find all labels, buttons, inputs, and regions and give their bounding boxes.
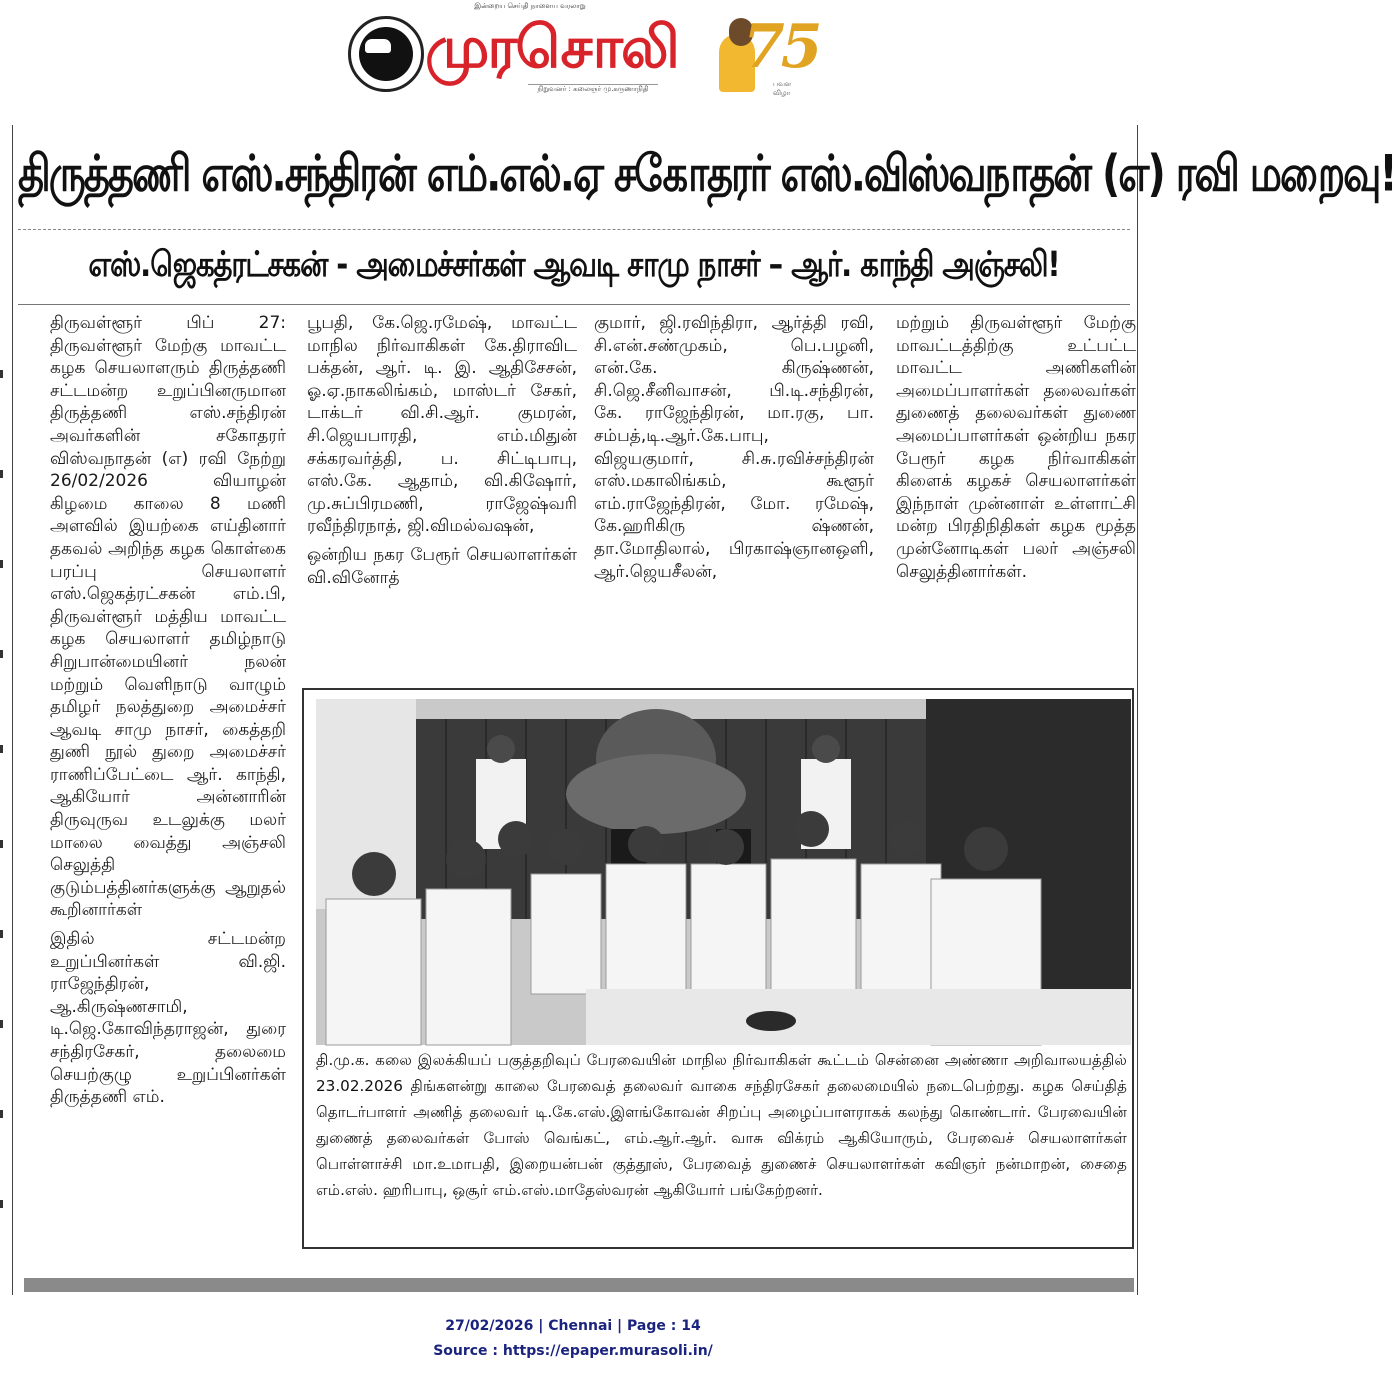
divider [18,304,1130,305]
paragraph: குமார், ஜி.ரவிந்திரா, ஆர்த்தி ரவி, சி.என்.சண்முகம், பெ.பழனி, என்.கே. கிருஷ்ணன், சி.ஜெ.சீனிவாசன், பி.டி.சந்திரன், கே. ராஜேந்திரன், மா.ரகு, பா. சம்பத்,டி.ஆர்.கே.பாபு, விஜயகுமார், சி.சு.ரவிச்சந்திரன் எஸ்.மகாலிங்கம், கூளூர் எம்.ராஜேந்திரன், மோ. ரமேஷ், கே.ஹரிகிரு ஷ்ணன், தா.மோதிலால், பிரகாஷ்ஞானஒளி, ஆர்.ஜெயசீலன், [594,313,874,582]
footer-source-link[interactable]: Source : https://epaper.murasoli.in/ [433,1343,713,1359]
article-column-4 [896,312,1136,583]
paragraph: மற்றும் திருவள்ளூர் மேற்கு மாவட்டத்திற்கு உட்பட்ட மாவட்ட அணிகளின் அமைப்பாளர்கள் தலைவர்கள் துணைத் தலைவர்கள் துணை அமைப்பாளர்கள் ஒன்றிய நகர பேரூர் கழக நிர்வாகிகள் கிளைக் கழகச் செயலாளர்கள் இந்நாள் முன்னாள் உள்ளாட்சி மன்ற பிரதிநிதிகள் கழக மூத்த முன்னோடிகள் பலர் அஞ்சலி செலுத்தினார்கள். [896,313,1136,582]
anniversary-number: 75 [743,12,819,82]
masthead-subtitle: நிறுவனர் : கலைஞர் மு.கருணாநிதி [528,84,658,94]
footer-date-page: 27/02/2026 | Chennai | Page : 14 [445,1318,701,1334]
article-headline: திருத்தணி எஸ்.சந்திரன் எம்.எல்.ஏ சகோதரர் எஸ்.விஸ்வநாதன் (எ) ரவி மறைவு! [18,145,1396,203]
anniversary-label: பவள விழா [773,80,792,97]
edge-mark [0,370,3,378]
edge-mark [0,1110,3,1118]
edge-mark [0,650,3,658]
article-column-3 [594,312,874,583]
party-emblem-icon [348,16,424,92]
article-column-1 [50,312,286,1109]
newspaper-logo: முரசொலி [425,13,678,81]
edge-mark [0,1020,3,1028]
group-photo [316,699,1131,1045]
edge-mark [0,840,3,848]
anniversary-badge [715,8,819,98]
paragraph: இதில் சட்டமன்ற உறுப்பினர்கள் வி.ஜி. ராஜேந்திரன், ஆ.கிருஷ்ணசாமி, டி.ஜெ.கோவிந்தராஜன், துரை சந்திரசேகர், தலைமை செயற்குழு உறுப்பினர்கள் திருத்தணி எம். [50,929,286,1108]
article-column-2 [307,312,577,589]
group-photo-image [316,699,1131,1045]
edge-mark [0,1200,3,1208]
paragraph: பூபதி, கே.ஜெ.ரமேஷ், மாவட்ட மாநில நிர்வாகிகள் கே.திராவிட பக்தன், ஆர். டி. இ. ஆதிசேசன், ஓ.ஏ.நாகலிங்கம், மாஸ்டர் சேகர், டாக்டர் வி.சி.ஆர். குமரன், சி.ஜெயபாரதி, எம்.மிதுன் சக்கரவர்த்தி, ப. சிட்டிபாபு, எஸ்.கே. ஆதாம், வி.கிஷோர், மு.சுப்பிரமணி, ராஜேஷ்வரி ரவீந்திரநாத், ஜி.விமல்வஷன், [307,313,577,537]
paragraph: திருவள்ளூர் பிப் 27: திருவள்ளூர் மேற்கு மாவட்ட கழக செயலாளரும் திருத்தணி சட்டமன்ற உறுப்பினருமான திருத்தணி எஸ்.சந்திரன் அவர்களின் சகோதரர் விஸ்வநாதன் (எ) ரவி நேற்று 26/02/2026 வியாழன் கிழமை காலை 8 மணி அளவில் இயற்கை எய்தினார் தகவல் அறிந்த கழக கொள்கை பரப்பு செயலாளர் எஸ்.ஜெகத்ரட்சகன் எம்.பி, திருவள்ளூர் மத்திய மாவட்ட கழக செயலாளர் தமிழ்நாடு சிறுபான்மையினர் நலன் மற்றும் வெளிநாடு வாழும் தமிழர் நலத்துறை அமைச்சர் ஆவடி சாமு நாசர், கைத்தறி துணி நூல் துறை அமைச்சர் ராணிப்பேட்டை ஆர். காந்தி, ஆகியோர் அன்னாரின் திருவுருவ உடலுக்கு மலர் மாலை வைத்து அஞ்சலி செலுத்தி குடும்பத்தினர்களுக்கு ஆறுதல் கூறினார்கள் [50,313,286,921]
edge-mark [0,930,3,938]
edge-mark [0,745,3,753]
article-subheadline: எஸ்.ஜெகத்ரட்சகன் - அமைச்சர்கள் ஆவடி சாமு நாசர் – ஆர். காந்தி அஞ்சலி! [88,243,1060,285]
footer-bar [24,1278,1134,1292]
photo-caption: தி.மு.க. கலை இலக்கியப் பகுத்தறிவுப் பேரவையின் மாநில நிர்வாகிகள் கூட்டம் சென்னை அண்ணா அறிவாலயத்தில் 23.02.2026 திங்களன்று காலை பேரவைத் தலைவர் வாகை சந்திரசேகர் தலைமையில் நடைபெற்றது. கழக செய்தித் தொடர்பாளர் அணித் தலைவர் டி.கே.எஸ்.இளங்கோவன் சிறப்பு அழைப்பாளராகக் கலந்து கொண்டார். பேரவையின் துணைத் தலைவர்கள் போஸ் வெங்கட், எம்.ஆர்.ஆர். வாசு விக்ரம் ஆகியோரும், பேரவைச் செயலாளர்கள் பொள்ளாச்சி மா.உமாபதி, இறையன்பன் குத்தூஸ், பேரவைத் துணைச் செயலாளர்கள் கவிஞர் நன்மாறன், சைதை எம்.எஸ். ஹரிபாபு, ஒசூர் எம்.எஸ்.மாதேஸ்வரன் ஆகியோர் பங்கேற்றனர். [316,1051,1127,1199]
paragraph: ஒன்றிய நகர பேரூர் செயலாளர்கள் வி.வினோத் [307,544,577,588]
edge-mark [0,560,3,568]
edge-mark [0,470,3,478]
masthead-tagline: இன்றைய செய்தி நாளைய வரலாறு [474,2,586,10]
